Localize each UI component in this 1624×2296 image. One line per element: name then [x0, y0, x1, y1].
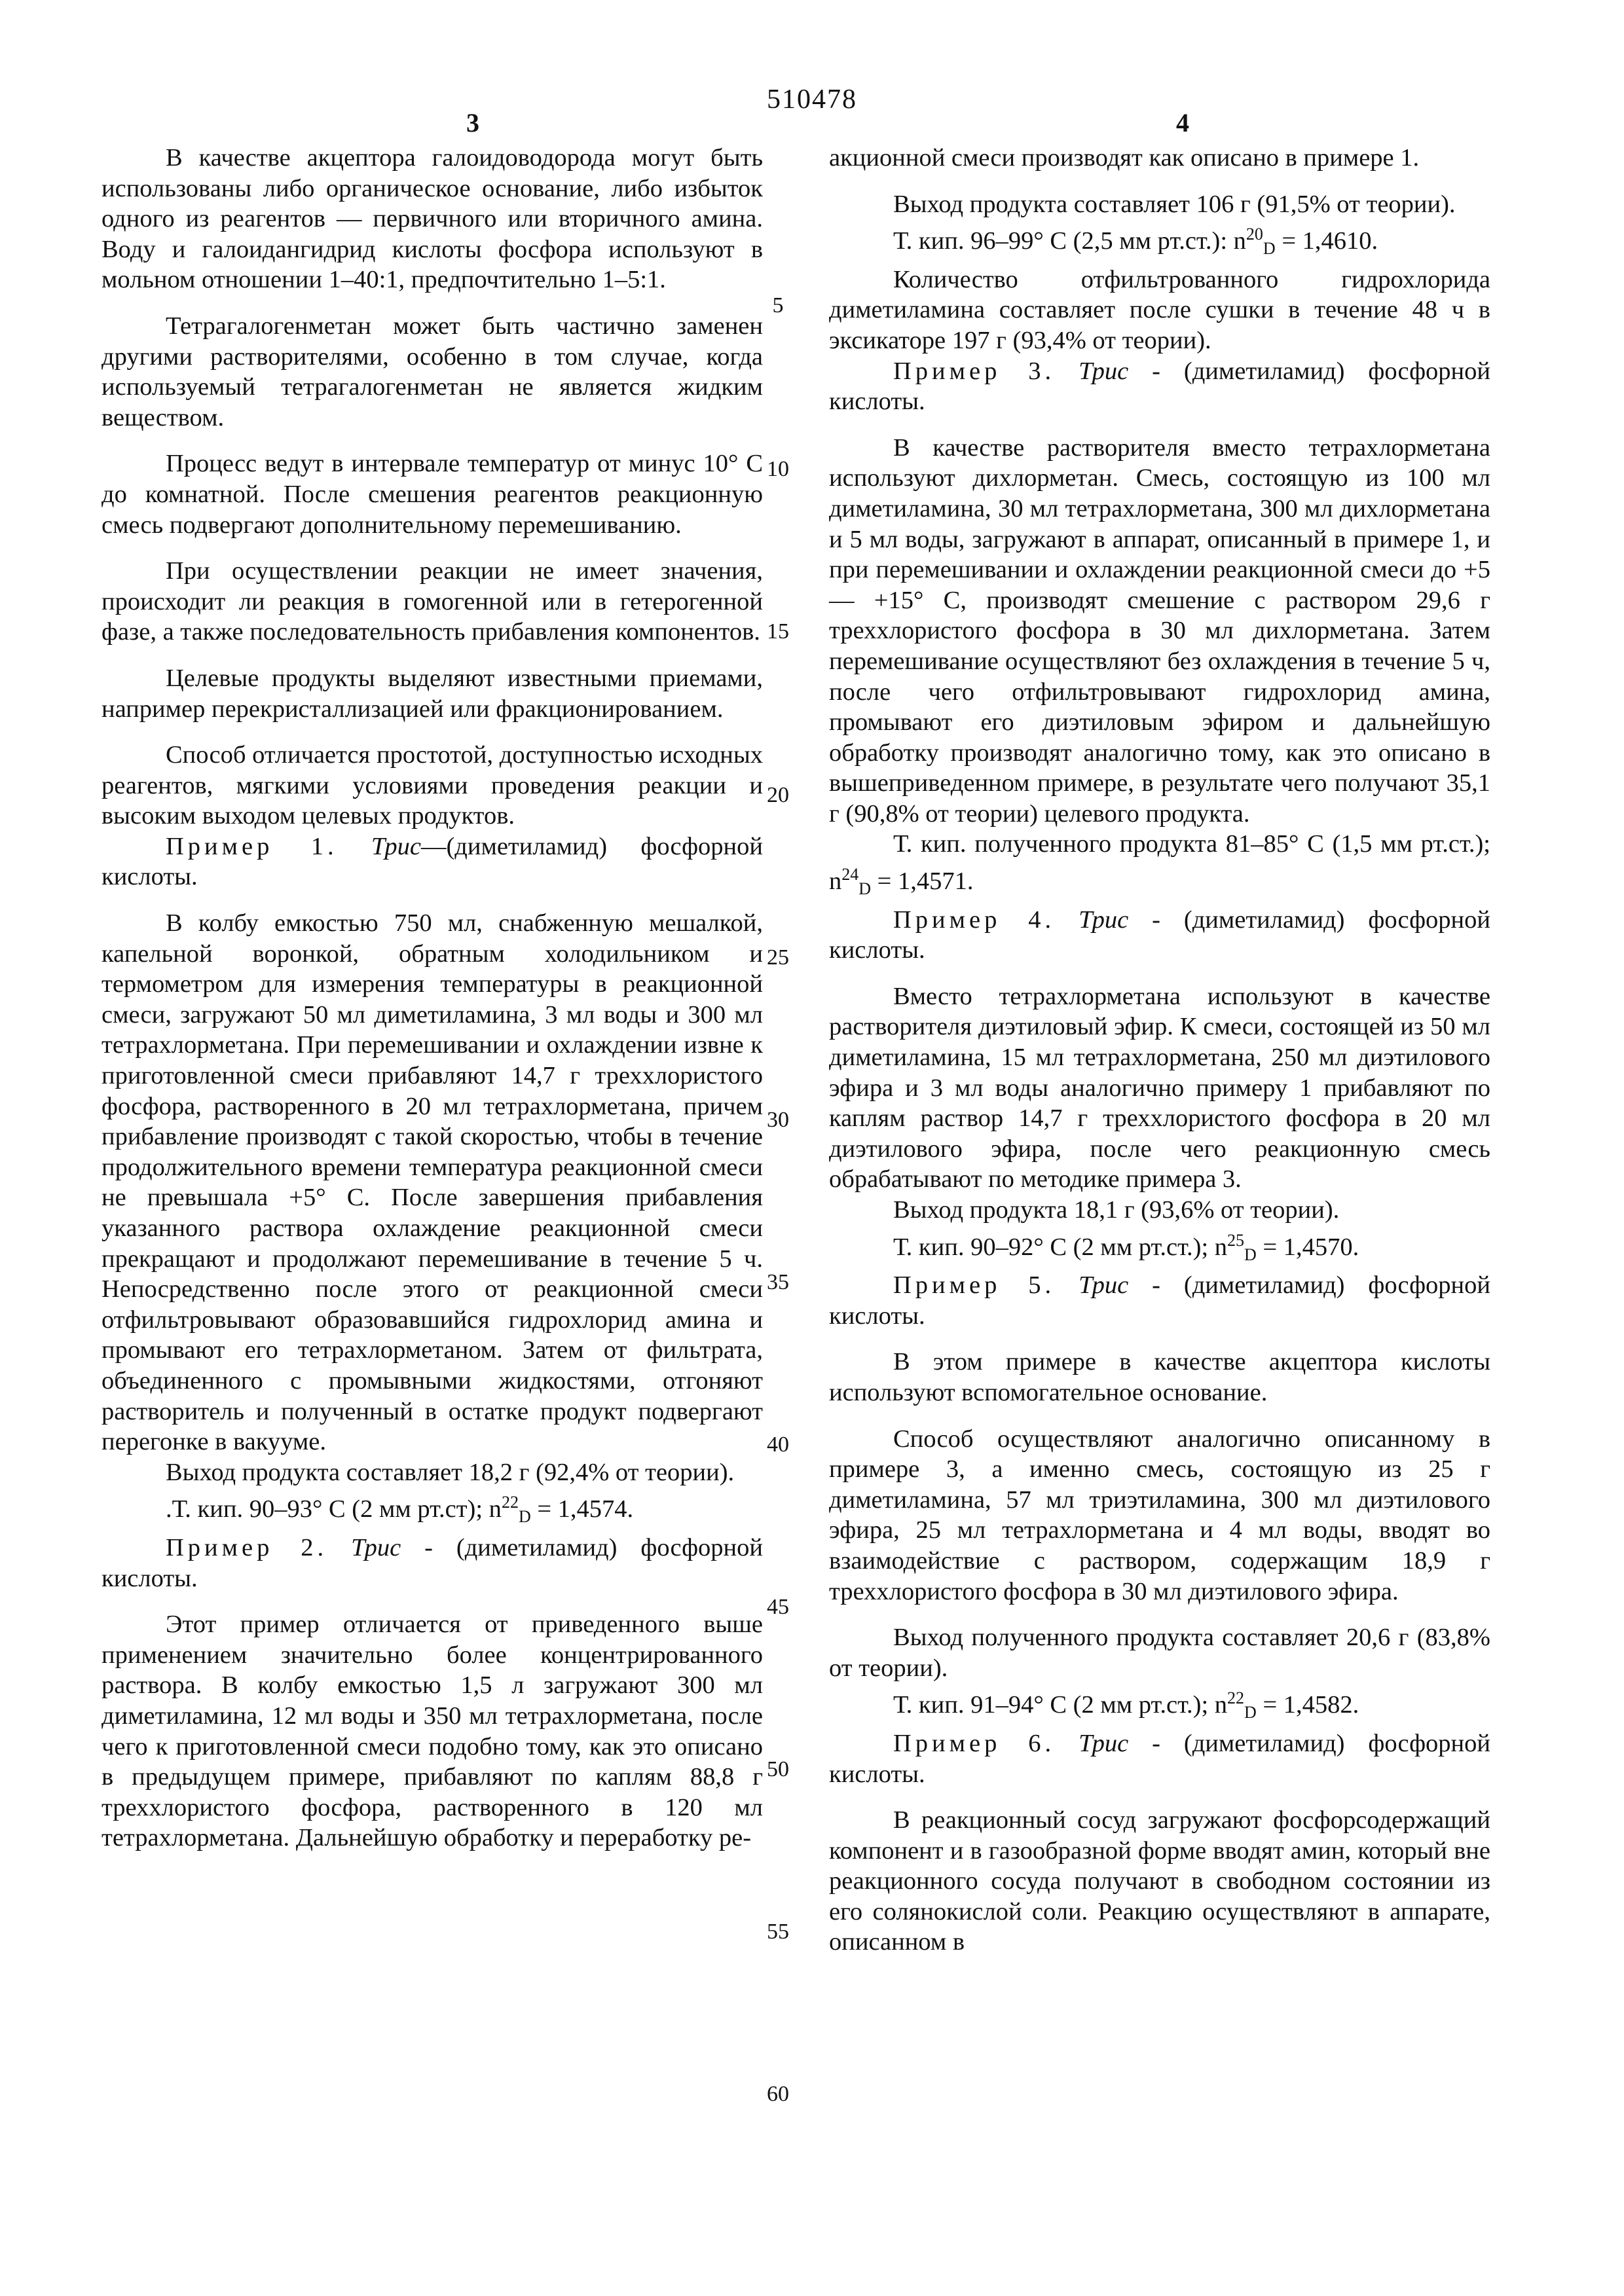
line-number: 60 [767, 2082, 789, 2106]
paragraph: При осуществлении реакции не имеет значения, происходит ли реакция в гомогенной или в гетерогенной фазе, а также последовательность прибавления компонентов. [101, 557, 763, 646]
line-number: 45 [767, 1595, 789, 1619]
patent-number: 510478 [767, 84, 857, 115]
boiling-point: Т. кип. 96–99° С (2,5 мм рт.ст.): $n^{20}_D = 1,4610$. [893, 225, 1378, 259]
paragraph: В качестве растворителя вместо тетрахлорметана используют дихлорметан. Смесь, состоящую из 100 мл диметиламина, 30 мл тетрахлорметана, 300 мл дихлорметана и 5 мл воды, загружают в аппарат, описанный в примере 1, и при перемешивании и охлаждении реакционной смеси до +5 — +15° С, производят смешение с раствором 29,6 г треххлористого фосфора в 30 мл дихлорметана. Затем перемешивание осуществляют без охлаждения в течение 5 ч, после чего отфильтровывают гидрохлорид амина, промывают его диэтиловым эфиром и дальнейшую обработку производят аналогично тому, как это описано в вышеприведенном примере, в результате чего получают 35,1 г (90,8% от теории) целевого продукта. [829, 433, 1490, 828]
boiling-point: Т. кип. полученного продукта 81–85° С (1,5 мм рт.ст.); $n^{24}_D = 1,4571$. [829, 830, 1490, 899]
paragraph: Выход полученного продукта составляет 20,6 г (83,8% от теории). [829, 1624, 1490, 1682]
paragraph: Этот пример отличается от приведенного выше применением значительно более концентрированного раствора. В колбу емкостью 1,5 л загружают 300 мл диметиламина, 12 мл воды и 350 мл тетрахлорметана, после чего к приготовленной смеси подобно тому, как это описано в предыдущем примере, прибавляют по каплям 88,8 г треххлористого фосфора, растворенного в 120 мл тетрахлорметана. Дальнейшую обработку и переработку ре- [101, 1611, 763, 1852]
line-number: 50 [767, 1757, 789, 1781]
paragraph: Выход продукта составляет 18,2 г (92,4% от теории). [166, 1458, 735, 1486]
example-heading: Пример 5. Трис - (диметиламид) фосфорной кислоты. [829, 1271, 1491, 1330]
line-number: 40 [767, 1432, 789, 1457]
paragraph: акционной смеси производят как описано в примере 1. [829, 144, 1420, 172]
paragraph: В этом примере в качестве акцептора кислоты используют вспомогательное основание. [829, 1348, 1490, 1406]
line-number: 25 [767, 945, 789, 970]
example-heading: Пример 2. Трис - (диметиламид) фосфорной кислоты. [101, 1533, 764, 1592]
paragraph: В качестве акцептора галоидоводорода могут быть использованы либо органическое основание, либо избыток одного из реагентов — первичного или вторичного амина. Воду и галоидангидрид кислоты фосфора используют в мольном отношении 1–40:1, предпочтительно 1–5:1. [101, 144, 763, 294]
line-number: 20 [767, 783, 789, 807]
paragraph: Целевые продукты выделяют известными приемами, например перекристаллизацией или фракционированием. [101, 664, 763, 723]
boiling-point: .Т. кип. 90–93° С (2 мм рт.ст); $n^{22}_D = 1,4574$. [166, 1493, 634, 1527]
paragraph: Способ отличается простотой, доступностью исходных реагентов, мягкими условиями проведения реакции и высоким выходом целевых продуктов. [101, 741, 763, 830]
example-heading: Пример 6. Трис - (диметиламид) фосфорной кислоты. [829, 1729, 1491, 1788]
paragraph: Выход продукта составляет 106 г (91,5% от теории). [893, 190, 1456, 218]
line-number: 35 [767, 1270, 789, 1294]
left-column [101, 143, 763, 1853]
line-number: 30 [767, 1108, 789, 1132]
example-heading: Пример 3. Трис - (диметиламид) фосфорной кислоты. [829, 357, 1491, 416]
boiling-point: Т. кип. 90–92° С (2 мм рт.ст.); $n^{25}_D = 1,4570$. [893, 1230, 1359, 1264]
boiling-point: Т. кип. 91–94° С (2 мм рт.ст.); $n^{22}_D = 1,4582$. [893, 1688, 1359, 1722]
line-number: 15 [767, 619, 789, 644]
example-heading: Пример 4. Трис - (диметиламид) фосфорной кислоты. [829, 905, 1491, 964]
paragraph: Процесс ведут в интервале температур от минус 10° С до комнатной. После смешения реагентов реакционную смесь подвергают дополнительному перемешиванию. [101, 450, 763, 539]
paragraph: Способ осуществляют аналогично описанному в примере 3, а именно смесь, состоящую из 25 г диметиламина, 57 мл триэтиламина, 300 мл диэтилового эфира, 25 мл тетрахлорметана и 4 мл воды, вводят во взаимодействие с раствором, содержащим 18,9 г треххлористого фосфора в 30 мл диэтилового эфира. [829, 1425, 1490, 1605]
right-column [829, 143, 1490, 1958]
paragraph: В реакционный сосуд загружают фосфорсодержащий компонент и в газообразной форме вводят амин, который вне реакционного сосуда получают в свободном состоянии из его солянокислой соли. Реакцию осуществляют в аппарате, описанном в [829, 1806, 1490, 1956]
line-number: 5 [772, 293, 784, 318]
page-number-left: 3 [466, 108, 479, 137]
line-number: 10 [767, 457, 789, 481]
paragraph: Вместо тетрахлорметана используют в качестве растворителя диэтиловый эфир. К смеси, состоящей из 50 мл диметиламина, 15 мл тетрахлорметана, 250 мл диэтилового эфира и 3 мл воды аналогично примеру 1 прибавляют по каплям раствор 14,7 г треххлористого фосфора в 20 мл диэтилового эфира, после чего реакционную смесь обрабатывают по методике примера 3. [829, 982, 1490, 1194]
line-number: 55 [767, 1920, 789, 1944]
page-number-right: 4 [1176, 108, 1189, 137]
example-heading: Пример 1. Трис—(диметиламид) фосфорной кислоты. [101, 832, 763, 891]
paragraph: В колбу емкостью 750 мл, снабженную мешалкой, капельной воронкой, обратным холодильником и термометром для измерения температуры в реакционной смеси, загружают 50 мл диметиламина, 3 мл воды и 300 мл тетрахлорметана. При перемешивании и охлаждении извне к приготовленной смеси прибавляют 14,7 г треххлористого фосфора, растворенного в 20 мл тетрахлорметана, причем прибавление производят с такой скоростью, чтобы в течение продолжительного времени температура реакционной смеси не превышала +5° С. После завершения прибавления указанного раствора охлаждение реакционной смеси прекращают и продолжают перемешивание в течение 5 ч. Непосредственно после этого от реакционной смеси отфильтровывают образовавшийся гидрохлорид амина и промывают его тетрахлорметаном. Затем от фильтрата, объединенного с промывными жидкостями, отгоняют растворитель и полученный в остатке продукт подвергают перегонке в вакууме. [101, 909, 763, 1456]
paragraph: Тетрагалогенметан может быть частично заменен другими растворителями, особенно в том случае, когда используемый тетрагалогенметан не является жидким веществом. [101, 312, 763, 431]
paragraph: Выход продукта 18,1 г (93,6% от теории). [893, 1196, 1340, 1224]
paragraph: Количество отфильтрованного гидрохлорида диметиламина составляет после сушки в течение 48 ч в эксикаторе 197 г (93,4% от теории). [829, 265, 1490, 354]
